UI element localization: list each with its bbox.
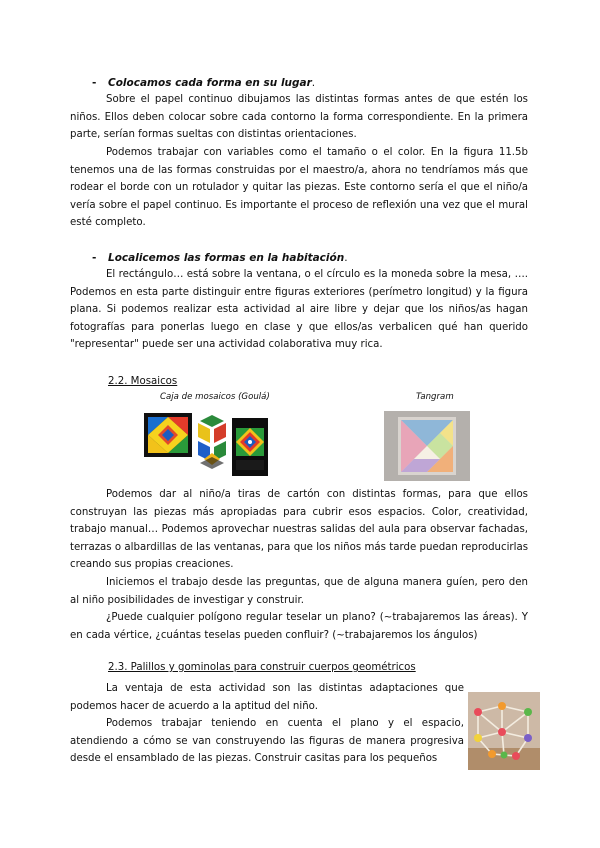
mosaic-photo-3 [232,418,268,476]
tangram-photo [384,411,470,481]
paragraph-mosaicos-3: ¿Puede cualquier polígono regular teselar un plano? (~trabajaremos las áreas). Y en cada vértice, ¿cuántas teselas pueden confluir? (~trabajaremos los ángulos) [70,612,528,641]
caption-mosaic-box: Caja de mosaicos (Goulá) [160,392,270,402]
paragraph-localicemos: El rectángulo… está sobre la ventana, o el círculo es la moneda sobre la mesa, …. Podemos en esta parte distinguir entre figuras exteriores (perímetro longitud) y la figura plana. Si podemos realizar esta actividad al aire libre y dejar que los niños/as hagan fotografías para ponerlas luego en clase y que ellos/as verbalicen qué han querido "representar" puede ser una actividad colaborativa muy rica. [70,269,528,350]
title-colocamos: Colocamos cada forma en su lugar [108,77,312,89]
paragraph-mosaicos-2: Iniciemos el trabajo desde las preguntas, que de alguna manera guíen, pero den al niño posibilidades de investigar y construir. [70,577,528,606]
heading-palillos: 2.3. Palillos y gominolas para construir cuerpos geométricos [108,662,416,673]
paragraph-mosaicos-1: Podemos dar al niño/a tiras de cartón con distintas formas, para que ellos construyan las piezas más apropiadas para cubrir esos espacios. Color, creatividad, trabajo manual… Podemos aprovechar nuestras salidas del aula para observar fachadas, terrazas o albardillas de las ventanas, para que los niños más tarde puedan reproducirlas creando sus propias creaciones. [70,489,528,570]
paragraph-palillos-1: La ventaja de esta actividad son las distintas adaptaciones que podemos hacer de acuerdo a la aptitud del niño. [70,683,464,712]
paragraph-palillos-2: Podemos trabajar teniendo en cuenta el plano y el espacio, atendiendo a cómo se van construyendo las figuras de manera progresiva desde el ensamblado de las piezas. Construir casitas para los pequeños [70,718,464,764]
caption-tangram: Tangram [416,392,454,402]
gumdrop-structure-photo [468,692,540,770]
title-localicemos: Localicemos las formas en la habitación [108,252,345,264]
document-page: - Colocamos cada forma en su lugar. Sobre el papel continuo dibujamos las distintas formas antes de que estén los niños. Ellos deben colocar sobre cada contorno la forma correspondiente. En la primera parte, serían formas sueltas con distintas orientaciones. Podemos trabajar con variables como el tamaño o el color. En la figura 11.5b tenemos una de las formas construidas por el maestro/a, ahora no tendríamos más que rodear el borde con un rotulador y quitar las piezas. Este contorno sería el que el niño/a vería sobre el papel continuo. Es importante el proceso de reflexión una vez que el mural esté completo. - Localicemos las formas en la habitación. El rectángulo… está sobre la ventana, o el círculo es la moneda sobre la mesa, …. Podemos en esta parte distinguir entre figuras exteriores (perímetro longitud) y la figura plana. Si podemos realizar esta actividad al aire libre y dejar que los niños/as hagan fotografías para ponerlas luego en clase y que ellos/as verbalicen qué han querido "representar" puede ser una actividad colaborativa muy rica. 2.2. Mosaicos Caja de mosaicos (Goulá) Tangram Podemos dar al niño/a tiras de cartón con distintas formas, para que ellos construyan las piezas más apropiadas para cubrir esos espacios. Color, creatividad, trabajo manual… Podemos aprovechar nuestras salidas del aula para observar fachadas, terrazas o albardillas de las ventanas, para que los niños más tarde puedan reproducirlas creando sus propias creaciones. Iniciemos el trabajo desde las preguntas, que de alguna manera guíen, pero den al niño posibilidades de investigar y construir. ¿Puede cualquier polígono regular teselar un plano? (~trabajaremos las áreas). Y en cada vértice, ¿cuántas teselas pueden confluir? (~trabajaremos los ángulos) 2.3. Palillos y gominolas para construir cuerpos geométricos La ventaja de esta actividad son las distintas adaptaciones que podemos hacer de acuerdo a la aptitud del niño. Podemos trabajar teniendo en cuenta el plano y el espacio, atendiendo a cómo se van construyendo las figuras de manera progresiva desde el ensamblado de las piezas. Construir casitas para los pequeños [0,0,600,848]
mosaic-photo-2 [196,413,228,471]
paragraph-colocamos-1: Sobre el papel continuo dibujamos las distintas formas antes de que estén los niños. Ellos deben colocar sobre cada contorno la forma correspondiente. En la primera parte, serían formas sueltas con distintas orientaciones. [70,94,528,140]
heading-mosaicos: 2.2. Mosaicos [108,376,178,387]
mosaic-photo-1 [144,413,192,457]
paragraph-colocamos-2: Podemos trabajar con variables como el tamaño o el color. En la figura 11.5b tenemos una de las formas construidas por el maestro/a, ahora no tendríamos más que rodear el borde con un rotulador y quitar las piezas. Este contorno sería el que el niño/a vería sobre el papel continuo. Es importante el proceso de reflexión una vez que el mural esté completo. [70,147,528,228]
